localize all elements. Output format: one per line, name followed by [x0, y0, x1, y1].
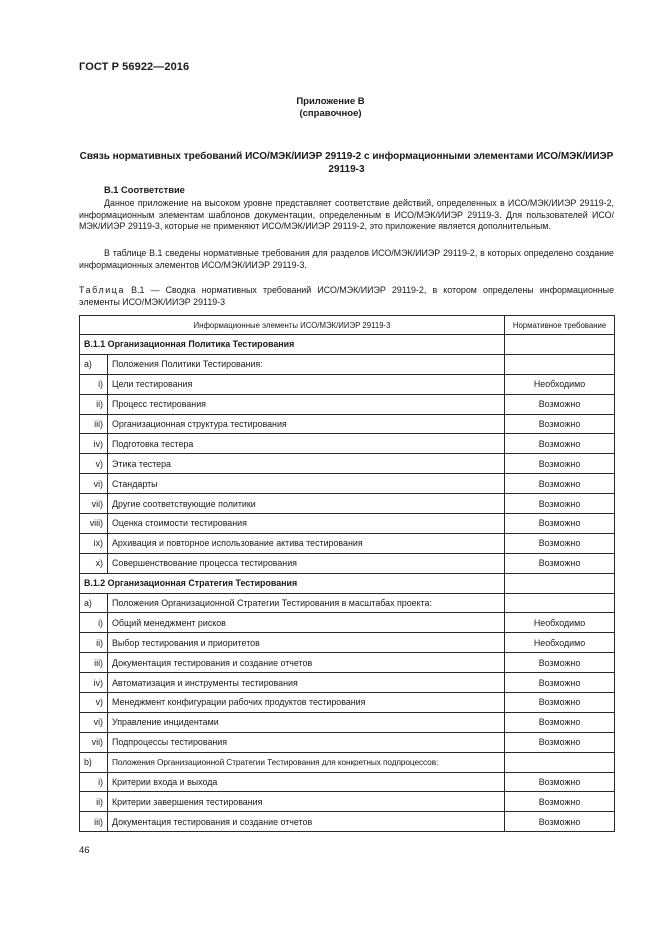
table-row-requirement: Возможно	[505, 414, 615, 434]
table-row-element: Документация тестирования и создание отчетов	[108, 812, 505, 832]
table-row-requirement: Возможно	[505, 792, 615, 812]
section-heading: В.1 Соответствие	[104, 185, 185, 195]
table-row-element: Менеджмент конфигурации рабочих продуктов тестирования	[108, 693, 505, 713]
table-row-requirement: Возможно	[505, 474, 615, 494]
table-row	[80, 772, 615, 792]
table-row	[80, 434, 615, 454]
table-row-requirement: Возможно	[505, 732, 615, 752]
table-row-requirement: Возможно	[505, 454, 615, 474]
table-row	[80, 553, 615, 573]
table-row-element: Оценка стоимости тестирования	[108, 514, 505, 534]
table-row-requirement: Необходимо	[505, 633, 615, 653]
table-row-element: Выбор тестирования и приоритетов	[108, 633, 505, 653]
page-title: Связь нормативных требований ИСО/МЭК/ИИЭР 29119-2 с информационными элементами ИСО/МЭК/ИИЭР 29119-3	[79, 151, 614, 175]
table-section-heading: В.1.2 Организационная Стратегия Тестирования	[80, 573, 505, 593]
table-row-requirement: Возможно	[505, 653, 615, 673]
table-row-marker: iii)	[80, 812, 108, 832]
table-row-element: Положения Политики Тестирования:	[108, 354, 505, 374]
table-row	[80, 514, 615, 534]
table-row	[80, 613, 615, 633]
paragraph-2: В таблице В.1 сведены нормативные требования для разделов ИСО/МЭК/ИИЭР 29119-2, в которых определено создание информационных элементов ИСО/МЭК/ИИЭР 29119-3.	[79, 248, 614, 270]
table-row-requirement: Возможно	[505, 693, 615, 713]
table-row-requirement: Возможно	[505, 553, 615, 573]
table-row-element: Цели тестирования	[108, 374, 505, 394]
table-row-marker: b)	[80, 752, 108, 772]
table-row	[80, 414, 615, 434]
table-caption-text: В.1 — Сводка нормативных требований ИСО/МЭК/ИИЭР 29119-2, в котором определены информационные элементы ИСО/МЭК/ИИЭР 29119-3	[79, 285, 615, 307]
table-row	[80, 693, 615, 713]
table-row	[80, 533, 615, 553]
table-row-requirement	[505, 335, 615, 355]
table-row	[80, 494, 615, 514]
annex-subtitle: (справочное)	[299, 108, 362, 119]
table-row-requirement: Необходимо	[505, 613, 615, 633]
table-row	[80, 354, 615, 374]
table-row-element: Процесс тестирования	[108, 394, 505, 414]
table-row-element: Другие соответствующие политики	[108, 494, 505, 514]
table-row	[80, 394, 615, 414]
table-row-requirement: Возможно	[505, 812, 615, 832]
table-row-marker: viii)	[80, 514, 108, 534]
table-row-marker: i)	[80, 772, 108, 792]
table-row-marker: vii)	[80, 732, 108, 752]
table-row-element: Подпроцессы тестирования	[108, 732, 505, 752]
table-row-requirement	[505, 752, 615, 772]
table-row-marker: v)	[80, 454, 108, 474]
table-row	[80, 653, 615, 673]
table-row	[80, 732, 615, 752]
table-row-requirement: Возможно	[505, 772, 615, 792]
table-row-element: Автоматизация и инструменты тестирования	[108, 673, 505, 693]
table-row	[80, 792, 615, 812]
table-row-marker: iv)	[80, 434, 108, 454]
table-row-requirement: Возможно	[505, 712, 615, 732]
page-number: 46	[79, 845, 90, 856]
table-row-element: Общий менеджмент рисков	[108, 613, 505, 633]
table-row-marker: i)	[80, 613, 108, 633]
table-row-marker: vii)	[80, 494, 108, 514]
column-header-requirement: Нормативное требование	[505, 316, 615, 335]
annex-title: Приложение В	[296, 96, 365, 107]
table-row	[80, 474, 615, 494]
table-row-marker: ii)	[80, 633, 108, 653]
table-row-requirement: Возможно	[505, 394, 615, 414]
table-row-marker: a)	[80, 593, 108, 613]
table-row-element: Организационная структура тестирования	[108, 414, 505, 434]
table-row	[80, 673, 615, 693]
table-row-element: Этика тестера	[108, 454, 505, 474]
paragraph-1: Данное приложение на высоком уровне представляет соответствие действий, определенных в ИСО/МЭК/ИИЭР 29119-2, информационным элементам шаблонов документации, определенным в ИСО/МЭК/ИИЭР 29119-3. Для пользователей ИСО/МЭК/ИИЭР 29119-3, которые не применяют ИСО/МЭК/ИИЭР 29119-2, это приложение является дополнительным.	[79, 198, 614, 232]
table-row	[80, 812, 615, 832]
table-row-requirement	[505, 573, 615, 593]
table-row-marker: ii)	[80, 394, 108, 414]
table-row-element: Положения Организационной Стратегии Тестирования в масштабах проекта:	[108, 593, 505, 613]
table-row-marker: vi)	[80, 712, 108, 732]
table-row-marker: ix)	[80, 533, 108, 553]
table-caption-label: Таблица	[79, 285, 125, 295]
table-row	[80, 335, 615, 355]
table-row-requirement	[505, 354, 615, 374]
document-code: ГОСТ Р 56922—2016	[79, 61, 190, 73]
table-row-element: Стандарты	[108, 474, 505, 494]
table-row-element: Критерии входа и выхода	[108, 772, 505, 792]
table-row	[80, 633, 615, 653]
requirements-table	[79, 315, 615, 832]
table-row-marker: v)	[80, 693, 108, 713]
table-row-marker: ii)	[80, 792, 108, 812]
table-row	[80, 374, 615, 394]
table-caption	[79, 285, 614, 308]
table-header-row	[80, 316, 615, 335]
table-row-element: Критерии завершения тестирования	[108, 792, 505, 812]
table-row	[80, 712, 615, 732]
table-row	[80, 593, 615, 613]
table-row-element: Положения Организационной Стратегии Тестирования для конкретных подпроцессов:	[108, 752, 505, 772]
table-row-marker: iv)	[80, 673, 108, 693]
table-row	[80, 752, 615, 772]
table-row-marker: x)	[80, 553, 108, 573]
table-row-requirement	[505, 593, 615, 613]
table-row-element: Управление инцидентами	[108, 712, 505, 732]
table-row-requirement: Возможно	[505, 434, 615, 454]
table-row-requirement: Возможно	[505, 673, 615, 693]
table-section-heading: В.1.1 Организационная Политика Тестирования	[80, 335, 505, 355]
table-row	[80, 573, 615, 593]
table-row-marker: iii)	[80, 414, 108, 434]
table-row	[80, 454, 615, 474]
table-row-element: Документация тестирования и создание отчетов	[108, 653, 505, 673]
column-header-elements: Информационные элементы ИСО/МЭК/ИИЭР 29119-3	[80, 316, 505, 335]
table-row-requirement: Необходимо	[505, 374, 615, 394]
table-row-element: Подготовка тестера	[108, 434, 505, 454]
table-row-element: Архивация и повторное использование актива тестирования	[108, 533, 505, 553]
table-body	[80, 335, 615, 832]
table-row-requirement: Возможно	[505, 533, 615, 553]
table-row-marker: vi)	[80, 474, 108, 494]
table-row-marker: i)	[80, 374, 108, 394]
table-row-marker: a)	[80, 354, 108, 374]
table-row-requirement: Возможно	[505, 514, 615, 534]
table-row-element: Совершенствование процесса тестирования	[108, 553, 505, 573]
table-row-requirement: Возможно	[505, 494, 615, 514]
table-row-marker: iii)	[80, 653, 108, 673]
